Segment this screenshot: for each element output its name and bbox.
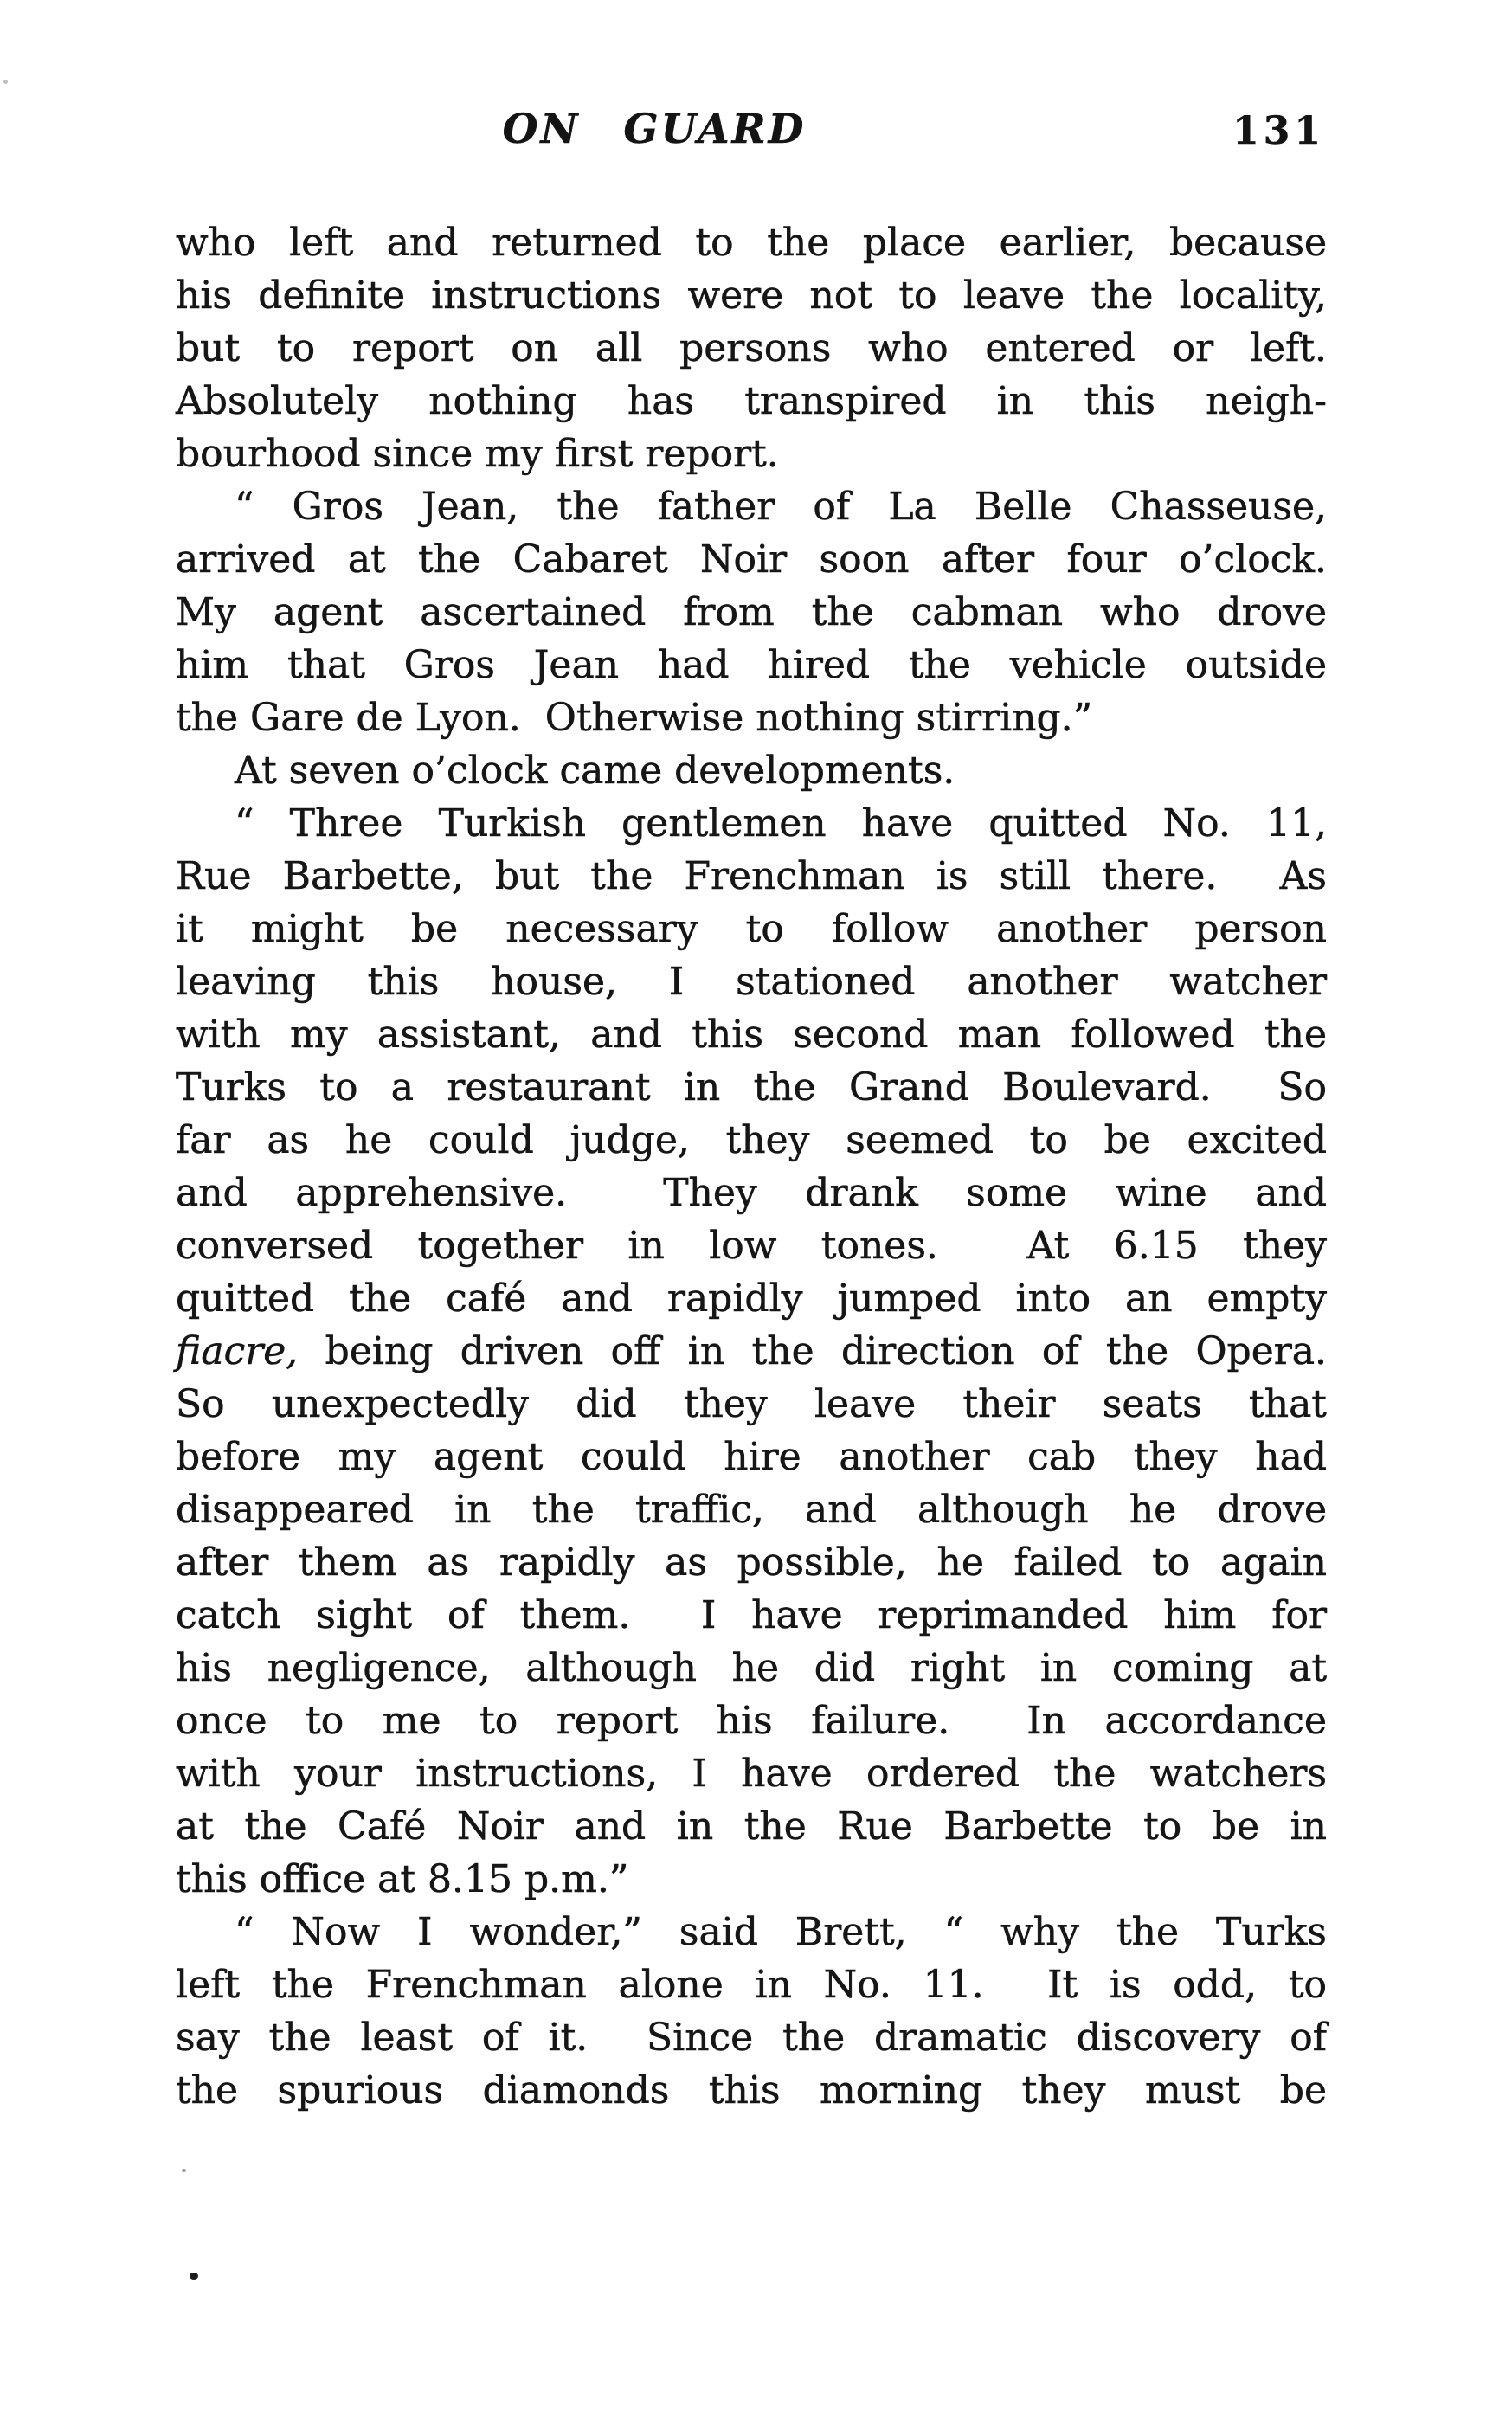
text-line (176, 1008, 1327, 1061)
text-segment: at the Café Noir and in the Rue Barbette to be in (176, 1804, 1327, 1849)
text-line (176, 322, 1327, 375)
text-segment: and apprehensive. They drank some wine and (176, 1171, 1327, 1215)
text-segment: left the Frenchman alone in No. 11. It is odd, to (176, 1963, 1327, 2007)
text-line (176, 533, 1327, 586)
text-segment: him that Gros Jean had hired the vehicle outside (176, 643, 1327, 687)
text-segment: catch sight of them. I have reprimanded him for (176, 1593, 1327, 1637)
text-line (176, 903, 1327, 955)
text-line (176, 1536, 1327, 1589)
text-segment: who left and returned to the place earlier, because (176, 221, 1327, 265)
text-line (176, 1642, 1327, 1695)
text-line (176, 1378, 1327, 1431)
italic-text: fiacre, (176, 1329, 299, 1373)
text-segment: Absolutely nothing has transpired in this neigh- (176, 379, 1327, 423)
text-line (176, 1747, 1327, 1800)
text-segment: being driven off in the direction of the Opera. (298, 1329, 1327, 1373)
text-line (176, 850, 1327, 903)
text-line (176, 1695, 1327, 1747)
text-segment: his negligence, although he did right in coming at (176, 1646, 1327, 1690)
text-line (176, 1114, 1327, 1167)
text-line (176, 428, 1327, 480)
text-line (176, 691, 1327, 744)
text-line (176, 1483, 1327, 1536)
ink-speck (182, 2169, 186, 2172)
ink-speck (190, 2273, 198, 2280)
text-line (176, 639, 1327, 691)
text-segment: At seven o’clock came developments. (235, 749, 955, 793)
text-segment: his definite instructions were not to leave the locality, (176, 273, 1327, 318)
page-text (176, 216, 1327, 2117)
text-segment: with my assistant, and this second man followed the (176, 1013, 1327, 1057)
text-line (176, 1589, 1327, 1642)
text-line (176, 1853, 1327, 1906)
text-segment: conversed together in low tones. At 6.15 they (176, 1224, 1327, 1268)
text-line (176, 797, 1327, 850)
text-line (176, 744, 1327, 797)
text-segment: after them as rapidly as possible, he failed to again (176, 1540, 1327, 1585)
text-line (176, 1167, 1327, 1219)
text-segment: So unexpectedly did they leave their seats that (176, 1382, 1327, 1426)
text-line (176, 1325, 1327, 1378)
text-segment: but to report on all persons who entered or left. (176, 326, 1327, 370)
text-segment: leaving this house, I stationed another watcher (176, 960, 1327, 1004)
text-line (176, 1061, 1327, 1114)
text-segment: “ Three Turkish gentlemen have quitted No. 11, (235, 801, 1327, 846)
text-segment: say the least of it. Since the dramatic discovery of (176, 2016, 1327, 2060)
text-line (176, 1431, 1327, 1483)
text-line (176, 2064, 1327, 2117)
text-line (176, 1219, 1327, 1272)
text-segment: bourhood since my first report. (176, 432, 779, 476)
running-title: ON GUARD (502, 106, 807, 153)
text-segment: this office at 8.15 p.m.” (176, 1857, 629, 1901)
text-segment: with your instructions, I have ordered the watchers (176, 1752, 1327, 1796)
text-segment: “ Now I wonder,” said Brett, “ why the Turks (235, 1910, 1327, 1954)
text-segment: quitted the café and rapidly jumped into an empty (176, 1277, 1327, 1321)
text-segment: disappeared in the traffic, and although he drove (176, 1488, 1327, 1532)
text-line (176, 1272, 1327, 1325)
text-line (176, 269, 1327, 322)
text-line (176, 375, 1327, 428)
text-segment: arrived at the Cabaret Noir soon after four o’clock. (176, 537, 1327, 582)
page-number: 131 (1232, 109, 1325, 153)
text-line (176, 216, 1327, 269)
text-segment: the Gare de Lyon. Otherwise nothing stirring.” (176, 696, 1093, 740)
text-line (176, 1800, 1327, 1853)
text-line (176, 1906, 1327, 1958)
text-line (176, 2011, 1327, 2064)
text-segment: it might be necessary to follow another person (176, 907, 1327, 951)
text-line (176, 480, 1327, 533)
text-line (176, 1958, 1327, 2011)
text-segment: My agent ascertained from the cabman who drove (176, 590, 1327, 634)
text-line (176, 955, 1327, 1008)
text-line (176, 586, 1327, 639)
text-segment: far as he could judge, they seemed to be excited (176, 1118, 1327, 1162)
text-segment: “ Gros Jean, the father of La Belle Chasseuse, (235, 485, 1327, 529)
ink-speck (3, 80, 8, 84)
text-segment: Rue Barbette, but the Frenchman is still there. As (176, 854, 1327, 898)
text-segment: Turks to a restaurant in the Grand Boulevard. So (176, 1065, 1327, 1109)
text-segment: before my agent could hire another cab they had (176, 1435, 1327, 1479)
text-segment: once to me to report his failure. In accordance (176, 1699, 1327, 1743)
page-header (176, 106, 1327, 175)
text-segment: the spurious diamonds this morning they must be (176, 2068, 1327, 2113)
